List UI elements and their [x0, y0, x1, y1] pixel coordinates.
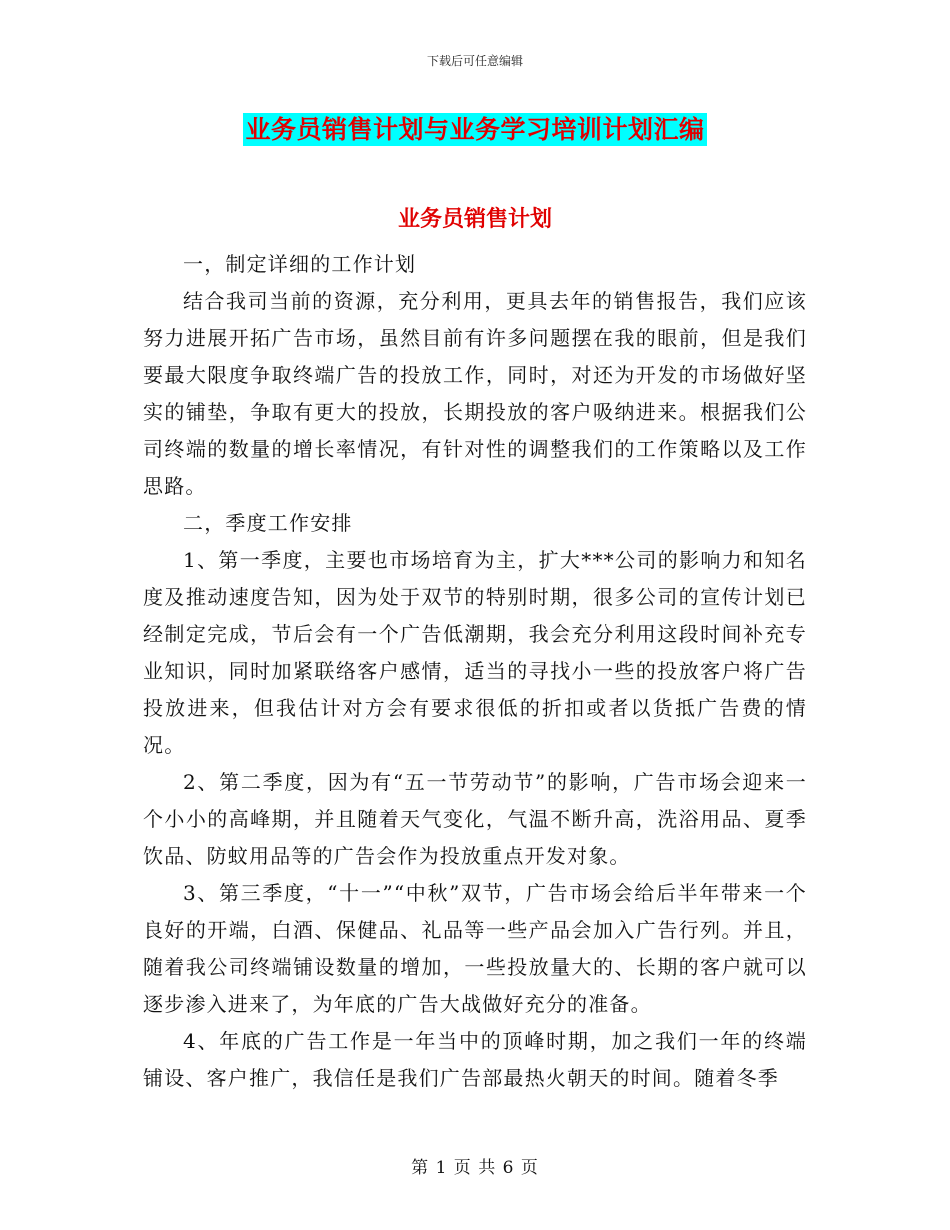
page-footer: 第 1 页 共 6 页	[411, 1158, 539, 1178]
paragraph: 1、第一季度，主要也市场培育为主，扩大***公司的影响力和知名度及推动速度告知，因为处于双节的特别时期，很多公司的宣传计划已经制定完成，节后会有一个广告低潮期，我会充分利用这段时间补充专业知识，同时加紧联络客户感情，适当的寻找小一些的投放客户将广告投放进来，但我估计对方会有要求很低的折扣或者以货抵广告费的情况。	[143, 548, 807, 757]
main-title	[0, 110, 950, 146]
main-title-text: 业务员销售计划与业务学习培训计划汇编	[245, 115, 705, 144]
section-title: 业务员销售计划	[397, 206, 552, 232]
header-note: 下载后可任意编辑	[426, 54, 523, 68]
paragraph: 二，季度工作安排	[183, 511, 353, 535]
paragraph: 2、第二季度，因为有“五一节劳动节”的影响，广告市场会迎来一个小小的高峰期，并且随着天气变化，气温不断升高，洗浴用品、夏季饮品、防蚊用品等的广告会作为投放重点开发对象。	[143, 770, 807, 868]
paragraph: 3、第三季度，“十一”“中秋”双节，广告市场会给后半年带来一个良好的开端，白酒、保健品、礼品等一些产品会加入广告行列。并且，随着我公司终端铺设数量的增加，一些投放量大的、长期的客户就可以逐步渗入进来了，为年底的广告大战做好充分的准备。	[143, 881, 807, 1016]
paragraph: 一，制定详细的工作计划	[183, 252, 417, 276]
paragraph: 4、年底的广告工作是一年当中的顶峰时期，加之我们一年的终端铺设、客户推广，我信任是我们广告部最热火朝天的时间。随着冬季	[143, 1029, 807, 1090]
body-text	[143, 246, 807, 1097]
paragraph: 结合我司当前的资源，充分利用，更具去年的销售报告，我们应该努力进展开拓广告市场，虽然目前有许多问题摆在我的眼前，但是我们要最大限度争取终端广告的投放工作，同时，对还为开发的市场做好坚实的铺垫，争取有更大的投放，长期投放的客户吸纳进来。根据我们公司终端的数量的增长率情况，有针对性的调整我们的工作策略以及工作思路。	[143, 289, 807, 498]
